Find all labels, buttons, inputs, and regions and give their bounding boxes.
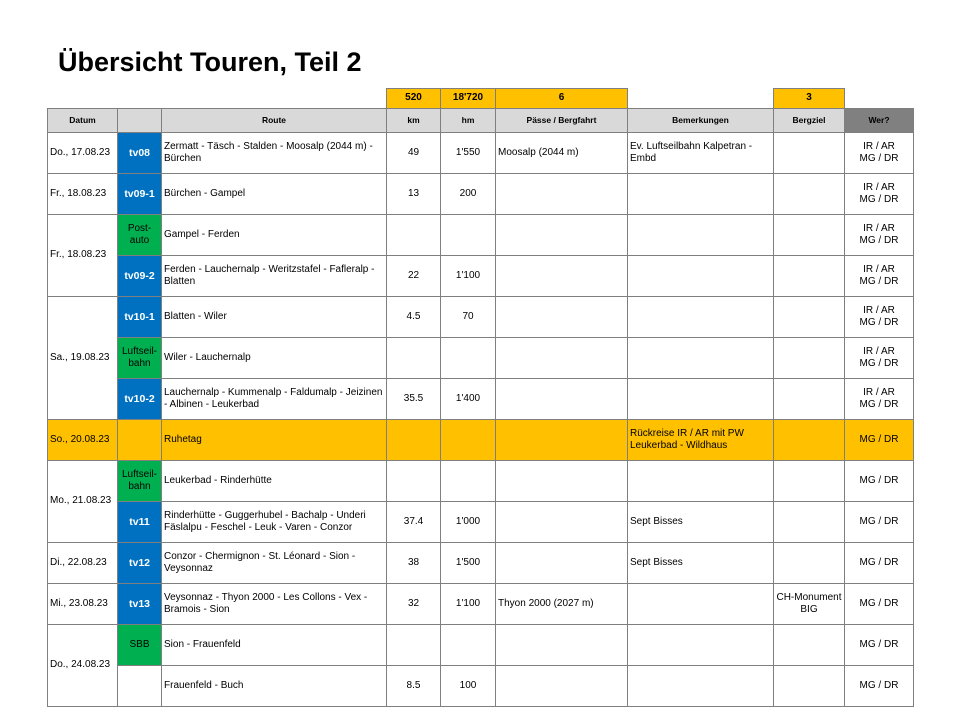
km-cell: 4.5 <box>387 297 441 338</box>
km-cell: 38 <box>387 543 441 584</box>
header-km: km <box>387 109 441 133</box>
date-cell: Mi., 23.08.23 <box>48 584 118 625</box>
tour-row <box>48 297 914 338</box>
route-cell: Rinderhütte - Guggerhubel - Bachalp - Underi Fäslalpu - Feschel - Leuk - Varen - Conzor <box>162 502 387 543</box>
table-head <box>48 89 914 133</box>
km-cell <box>387 338 441 379</box>
leg-code-cell: SBB <box>118 625 162 666</box>
remarks-cell: Sept Bisses <box>628 543 774 584</box>
remarks-cell <box>628 297 774 338</box>
remarks-cell: Sept Bisses <box>628 502 774 543</box>
leg-code-cell: tv09-2 <box>118 256 162 297</box>
tour-row <box>48 666 914 707</box>
leg-code-cell <box>118 420 162 461</box>
km-cell: 22 <box>387 256 441 297</box>
pass-cell <box>496 256 628 297</box>
participants-line: MG / DR <box>859 153 899 164</box>
header-route: Route <box>162 109 387 133</box>
leg-code-cell: tv09-1 <box>118 174 162 215</box>
leg-code-cell: tv10-1 <box>118 297 162 338</box>
hm-cell: 1'100 <box>441 256 496 297</box>
participants-line: MG / DR <box>859 679 899 691</box>
summit-goal-cell <box>774 297 845 338</box>
route-cell: Sion - Frauenfeld <box>162 625 387 666</box>
header-datum: Datum <box>48 109 118 133</box>
hm-cell: 100 <box>441 666 496 707</box>
tour-row <box>48 256 914 297</box>
total-hm: 18'720 <box>441 89 496 109</box>
hm-cell: 1'100 <box>441 584 496 625</box>
header-summit-goal: Bergziel <box>774 109 845 133</box>
participants-cell <box>845 256 914 297</box>
remarks-cell <box>628 379 774 420</box>
route-cell: Ruhetag <box>162 420 387 461</box>
hm-cell: 1'500 <box>441 543 496 584</box>
pass-cell <box>496 420 628 461</box>
participants-cell <box>845 297 914 338</box>
tour-row <box>48 543 914 584</box>
participants-line: MG / DR <box>859 276 899 287</box>
pass-cell <box>496 461 628 502</box>
participants-cell <box>845 174 914 215</box>
pass-cell <box>496 338 628 379</box>
participants-line: IR / AR <box>863 345 895 357</box>
totals-blank-cell <box>628 89 774 109</box>
participants-line: MG / DR <box>859 358 899 369</box>
participants-cell <box>845 420 914 461</box>
tour-overview-table <box>47 88 914 707</box>
leg-code-cell: tv10-2 <box>118 379 162 420</box>
participants-cell <box>845 584 914 625</box>
km-cell <box>387 625 441 666</box>
pass-cell <box>496 625 628 666</box>
route-cell: Blatten - Wiler <box>162 297 387 338</box>
summit-goal-cell <box>774 174 845 215</box>
km-cell: 32 <box>387 584 441 625</box>
remarks-cell <box>628 666 774 707</box>
header-remarks: Bemerkungen <box>628 109 774 133</box>
participants-line: MG / DR <box>859 235 899 246</box>
header-participants: Wer? <box>845 109 914 133</box>
header-hm: hm <box>441 109 496 133</box>
participants-cell <box>845 543 914 584</box>
hm-cell: 1'000 <box>441 502 496 543</box>
remarks-cell <box>628 625 774 666</box>
date-cell: Di., 22.08.23 <box>48 543 118 584</box>
participants-line: MG / DR <box>859 515 899 527</box>
header-code <box>118 109 162 133</box>
km-cell <box>387 420 441 461</box>
leg-code-cell: tv12 <box>118 543 162 584</box>
participants-line: MG / DR <box>859 433 899 445</box>
pass-cell <box>496 502 628 543</box>
total-passes: 6 <box>496 89 628 109</box>
route-cell: Wiler - Lauchernalp <box>162 338 387 379</box>
date-cell: Sa., 19.08.23 <box>48 297 118 420</box>
participants-cell <box>845 625 914 666</box>
participants-line: MG / DR <box>859 194 899 205</box>
km-cell: 13 <box>387 174 441 215</box>
summit-goal-cell <box>774 543 845 584</box>
tour-row <box>48 174 914 215</box>
hm-cell <box>441 420 496 461</box>
participants-line: MG / DR <box>859 556 899 568</box>
leg-code-cell <box>118 666 162 707</box>
participants-cell <box>845 379 914 420</box>
leg-code-cell: tv08 <box>118 133 162 174</box>
route-cell: Frauenfeld - Buch <box>162 666 387 707</box>
hm-cell: 1'550 <box>441 133 496 174</box>
header-row <box>48 109 914 133</box>
summit-goal-cell <box>774 379 845 420</box>
hm-cell: 1'400 <box>441 379 496 420</box>
totals-row <box>48 89 914 109</box>
tour-row <box>48 420 914 461</box>
route-cell: Leukerbad - Rinderhütte <box>162 461 387 502</box>
participants-line: IR / AR <box>863 181 895 193</box>
summit-goal-cell <box>774 666 845 707</box>
route-cell: Conzor - Chermignon - St. Léonard - Sion - Veysonnaz <box>162 543 387 584</box>
hm-cell: 70 <box>441 297 496 338</box>
date-cell: Do., 24.08.23 <box>48 625 118 707</box>
leg-code-cell: tv11 <box>118 502 162 543</box>
participants-line: MG / DR <box>859 317 899 328</box>
route-cell: Gampel - Ferden <box>162 215 387 256</box>
date-cell: Fr., 18.08.23 <box>48 174 118 215</box>
remarks-cell: Rückreise IR / AR mit PW Leukerbad - Wildhaus <box>628 420 774 461</box>
participants-cell <box>845 215 914 256</box>
participants-cell <box>845 133 914 174</box>
pass-cell <box>496 379 628 420</box>
participants-line: IR / AR <box>863 263 895 275</box>
participants-cell <box>845 502 914 543</box>
km-cell: 35.5 <box>387 379 441 420</box>
tour-row <box>48 215 914 256</box>
totals-blank-cell <box>162 89 387 109</box>
total-km: 520 <box>387 89 441 109</box>
hm-cell <box>441 338 496 379</box>
participants-line: MG / DR <box>859 597 899 609</box>
tour-row <box>48 338 914 379</box>
tour-row <box>48 502 914 543</box>
pass-cell <box>496 297 628 338</box>
hm-cell: 200 <box>441 174 496 215</box>
header-passes: Pässe / Bergfahrt <box>496 109 628 133</box>
participants-cell <box>845 666 914 707</box>
remarks-cell <box>628 215 774 256</box>
slide-title: Übersicht Touren, Teil 2 <box>58 47 362 77</box>
summit-goal-cell: CH-Monument BIG <box>774 584 845 625</box>
totals-blank-cell <box>118 89 162 109</box>
km-cell: 37.4 <box>387 502 441 543</box>
tour-table-body <box>48 133 914 707</box>
remarks-cell <box>628 256 774 297</box>
pass-cell: Thyon 2000 (2027 m) <box>496 584 628 625</box>
date-cell: Do., 17.08.23 <box>48 133 118 174</box>
summit-goal-cell <box>774 625 845 666</box>
date-cell: So., 20.08.23 <box>48 420 118 461</box>
participants-line: IR / AR <box>863 222 895 234</box>
route-cell: Zermatt - Täsch - Stalden - Moosalp (2044 m) - Bürchen <box>162 133 387 174</box>
hm-cell <box>441 625 496 666</box>
summit-goal-cell <box>774 215 845 256</box>
participants-cell <box>845 338 914 379</box>
hm-cell <box>441 461 496 502</box>
total-summit-goals: 3 <box>774 89 845 109</box>
date-cell: Fr., 18.08.23 <box>48 215 118 297</box>
pass-cell <box>496 666 628 707</box>
route-cell: Ferden - Lauchernalp - Weritzstafel - Fafleralp - Blatten <box>162 256 387 297</box>
leg-code-cell: tv13 <box>118 584 162 625</box>
summit-goal-cell <box>774 502 845 543</box>
participants-line: IR / AR <box>863 140 895 152</box>
totals-blank-cell <box>845 89 914 109</box>
km-cell: 49 <box>387 133 441 174</box>
km-cell <box>387 461 441 502</box>
remarks-cell <box>628 461 774 502</box>
remarks-cell: Ev. Luftseilbahn Kalpetran - Embd <box>628 133 774 174</box>
tour-row <box>48 379 914 420</box>
summit-goal-cell <box>774 133 845 174</box>
remarks-cell <box>628 584 774 625</box>
summit-goal-cell <box>774 338 845 379</box>
participants-line: MG / DR <box>859 638 899 650</box>
tour-row <box>48 584 914 625</box>
participants-line: IR / AR <box>863 304 895 316</box>
leg-code-cell: Post-auto <box>118 215 162 256</box>
route-cell: Veysonnaz - Thyon 2000 - Les Collons - Vex - Bramois - Sion <box>162 584 387 625</box>
leg-code-cell: Luftseil-bahn <box>118 338 162 379</box>
summit-goal-cell <box>774 461 845 502</box>
tour-row <box>48 133 914 174</box>
summit-goal-cell <box>774 420 845 461</box>
summit-goal-cell <box>774 256 845 297</box>
remarks-cell <box>628 174 774 215</box>
route-cell: Lauchernalp - Kummenalp - Faldumalp - Jeizinen - Albinen - Leukerbad <box>162 379 387 420</box>
participants-line: IR / AR <box>863 386 895 398</box>
participants-line: MG / DR <box>859 399 899 410</box>
km-cell <box>387 215 441 256</box>
leg-code-cell: Luftseil-bahn <box>118 461 162 502</box>
totals-blank-cell <box>48 89 118 109</box>
participants-cell <box>845 461 914 502</box>
date-cell: Mo., 21.08.23 <box>48 461 118 543</box>
pass-cell <box>496 174 628 215</box>
tour-row <box>48 625 914 666</box>
pass-cell <box>496 543 628 584</box>
pass-cell <box>496 215 628 256</box>
remarks-cell <box>628 338 774 379</box>
km-cell: 8.5 <box>387 666 441 707</box>
tour-row <box>48 461 914 502</box>
participants-line: MG / DR <box>859 474 899 486</box>
route-cell: Bürchen - Gampel <box>162 174 387 215</box>
pass-cell: Moosalp (2044 m) <box>496 133 628 174</box>
hm-cell <box>441 215 496 256</box>
